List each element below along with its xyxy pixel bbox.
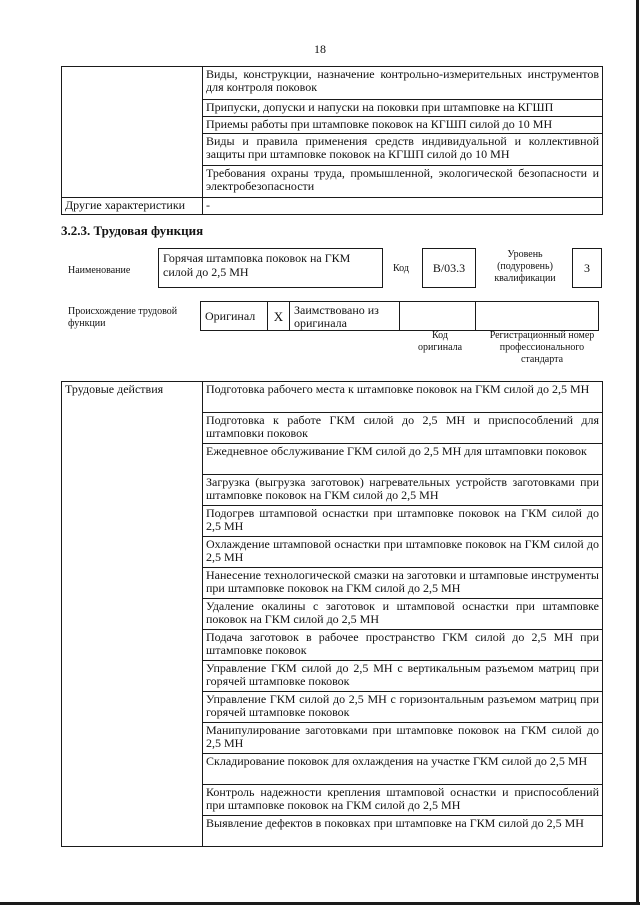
code-label: Код: [393, 263, 409, 274]
labor-action: Подача заготовок в рабочее пространство ГКМ силой до 2,5 МН при штамповке поковок: [203, 630, 603, 661]
function-name-value: Горячая штамповка поковок на ГКМ силой до 2,5 МН: [158, 248, 383, 288]
labor-action: Удаление окалины с заготовок и штамповой оснастки при штамповке поковок на ГКМ силой до 2,5 МН: [203, 599, 603, 630]
qualification-level-label: Уровень (подуровень) квалификации: [494, 249, 556, 284]
knowledge-row: Требования охраны труда, промышленной, экологической безопасности и электробезопасности: [203, 166, 603, 198]
other-characteristics-label: Другие характеристики: [62, 198, 203, 215]
other-characteristics-value: -: [203, 198, 603, 215]
knowledge-row: Виды, конструкции, назначение контрольно-измерительных инструментов для контроля поковок: [203, 67, 603, 100]
origin-label: Происхождение трудовой функции: [68, 306, 178, 329]
knowledge-row: Припуски, допуски и напуски на поковки при штамповке на КГШП: [203, 100, 603, 117]
labor-action: Манипулирование заготовками при штамповке поковок на ГКМ силой до 2,5 МН: [203, 723, 603, 754]
page-number: 18: [314, 42, 326, 56]
labor-action: Выявление дефектов в поковках при штамповке на ГКМ силой до 2,5 МН: [203, 816, 603, 847]
knowledge-row: Приемы работы при штамповке поковок на КГШП силой до 10 МН: [203, 117, 603, 134]
name-label: Наименование: [68, 265, 131, 276]
labor-action: Загрузка (выгрузка заготовок) нагревательных устройств заготовками при штамповке поковок на ГКМ силой до 2,5 МН: [203, 475, 603, 506]
labor-actions-label: Трудовые действия: [62, 382, 203, 847]
original-mark: X: [268, 302, 290, 331]
qualification-level-value: 3: [572, 248, 602, 288]
knowledge-row: Виды и правила применения средств индивидуальной и коллективной защиты при штамповке поковок на КГШП силой до 10 МН: [203, 134, 603, 166]
labor-action: Подготовка к работе ГКМ силой до 2,5 МН и приспособлений для штамповки поковок: [203, 413, 603, 444]
labor-action: Охлаждение штамповой оснастки при штамповке поковок на ГКМ силой до 2,5 МН: [203, 537, 603, 568]
labor-action: Подогрев штамповой оснастки при штамповке поковок на ГКМ силой до 2,5 МН: [203, 506, 603, 537]
reg-number-cell: [476, 302, 599, 331]
origin-table: [200, 301, 599, 331]
code-original-caption: Код оригинала: [417, 330, 463, 353]
reg-number-caption: Регистрационный номер профессионального стандарта: [489, 330, 595, 365]
knowledge-label-cell: [62, 67, 203, 198]
original-label: Оригинал: [201, 302, 268, 331]
labor-action: Контроль надежности крепления штамповой оснастки и приспособлений при штамповке поковок на ГКМ силой до 2,5 МН: [203, 785, 603, 816]
borrowed-label: Заимствовано из оригинала: [290, 302, 400, 331]
page-edge-right: [636, 0, 639, 905]
labor-action: Управление ГКМ силой до 2,5 МН с горизонтальным разъемом матриц при горячей штамповке поковок: [203, 692, 603, 723]
knowledge-table: [61, 66, 603, 215]
labor-action: Подготовка рабочего места к штамповке поковок на ГКМ силой до 2,5 МН: [203, 382, 603, 413]
labor-action: Ежедневное обслуживание ГКМ силой до 2,5 МН для штамповки поковок: [203, 444, 603, 475]
function-code-value: B/03.3: [422, 248, 476, 288]
labor-action: Нанесение технологической смазки на заготовки и штамповые инструменты при штамповке поковок на ГКМ силой до 2,5 МН: [203, 568, 603, 599]
section-heading: 3.2.3. Трудовая функция: [61, 223, 204, 238]
labor-actions-table: [61, 381, 603, 847]
labor-action: Управление ГКМ силой до 2,5 МН с вертикальным разъемом матриц при горячей штамповке поковок: [203, 661, 603, 692]
code-original-cell: [400, 302, 476, 331]
labor-action: Складирование поковок для охлаждения на участке ГКМ силой до 2,5 МН: [203, 754, 603, 785]
